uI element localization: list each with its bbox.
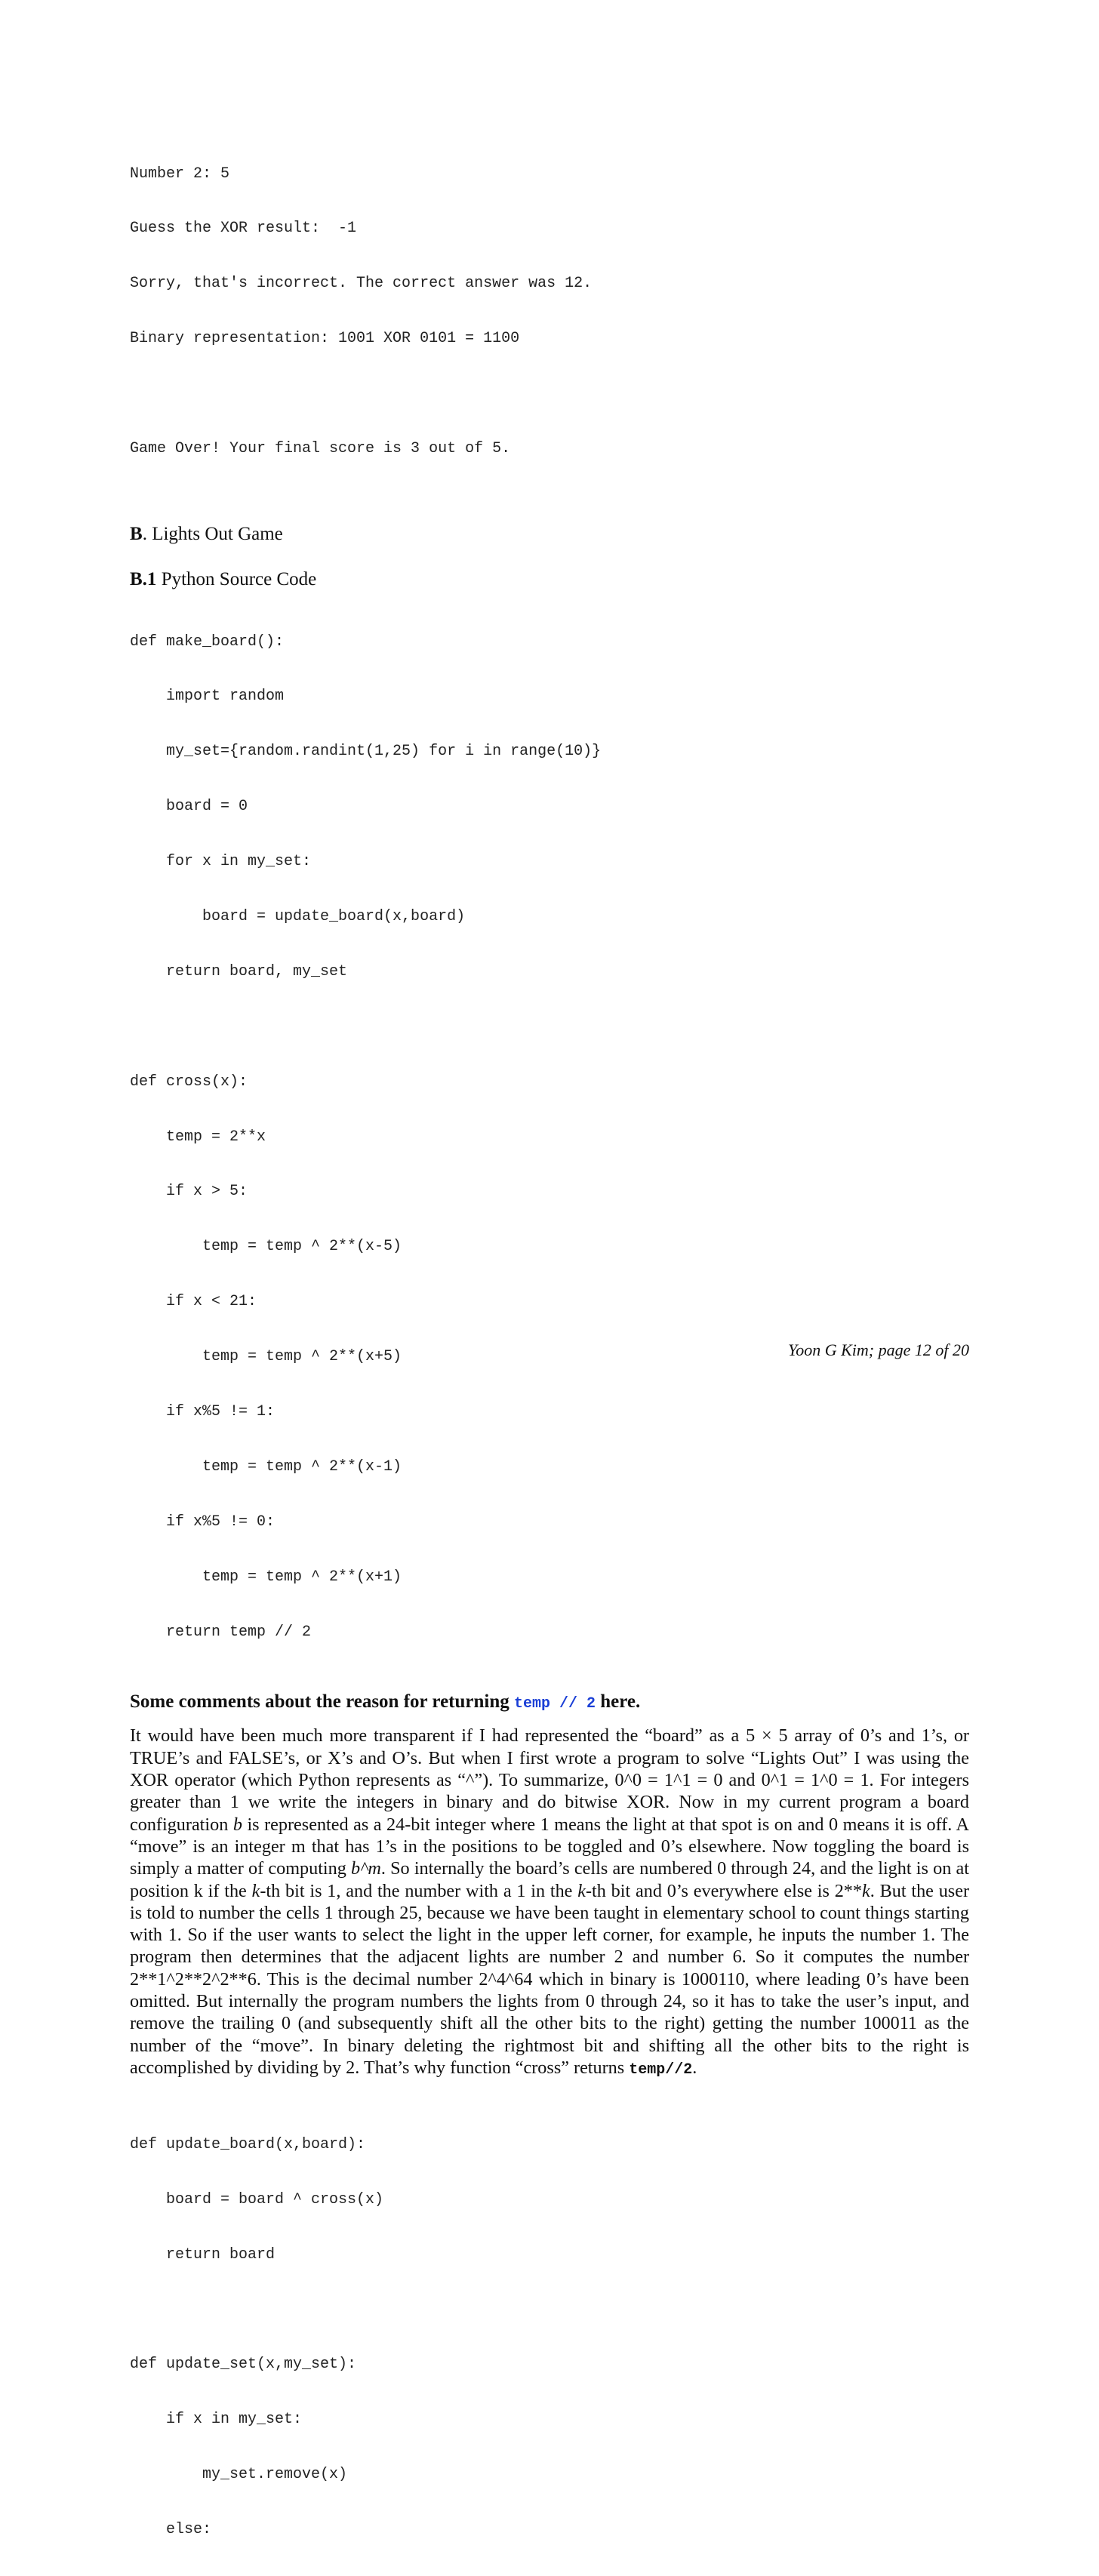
comments-heading-text: Some comments about the reason for returning [130,1691,514,1713]
code-line: Number 2: 5 [130,165,230,183]
paragraph-text: . So internally the board’s cells are numbered 0 through 24, and the light is on at position k if the [130,1858,969,1901]
code-line: def make_board(): [130,632,285,651]
explanation-paragraph [130,1725,969,2081]
code-line [130,2301,969,2319]
code-line: temp = temp ^ 2**(x+5) [130,1348,402,1366]
code-line: def cross(x): [130,1073,248,1091]
paragraph-text: . But the user is told to number the cells 1 through 25, because we have been taught in elementary school to count things starting with 1. So if the user wants to select the light in the upper left corner, for example, he inputs the number 1. The program then determines that the adjacent lights are number 2 and number 6. So it computes the number 2**1^2**2^2**6. This is the decimal number 2^4^64 which in binary is 1000110, where leading 0’s have been omitted. But internally the program numbers the lights from 0 through 24, so it has to take the user’s input, and remove the trailing 0 (and subsequently shift all the other bits to the right) getting the number 100011 as the number of the “move”. In binary deleting the rightmost bit and shifting all the other bits to the right is accomplished by dividing by 2. That’s why function “cross” returns [130,1880,970,2078]
section-number: B.1 [130,568,157,589]
math-variable: k [862,1880,870,1901]
paragraph-text: . [692,2057,697,2078]
code-line [130,1018,969,1036]
code-line: my_set={random.randint(1,25) for i in range(10)} [130,743,602,761]
python-source-code-block-2 [130,2099,969,2576]
code-line [130,385,969,403]
code-line: temp = temp ^ 2**(x+1) [130,1568,402,1586]
section-title: . Lights Out Game [142,523,283,544]
code-line: return board [130,2245,276,2264]
section-number: B [130,523,143,544]
python-source-code-block [130,596,969,1679]
math-expression: b^m [351,1858,381,1879]
math-variable: k [577,1880,586,1901]
code-line: board = 0 [130,798,248,816]
section-title: Python Source Code [156,568,317,589]
code-line: if x in my_set: [130,2411,303,2429]
paragraph-text: -th bit and 0’s everywhere else is 2** [585,1880,862,1901]
code-line: temp = temp ^ 2**(x-1) [130,1457,402,1476]
code-line: if x > 5: [130,1183,248,1201]
code-line: import random [130,688,285,706]
code-line: board = update_board(x,board) [130,907,466,925]
math-variable: k [251,1880,260,1901]
code-line: else: [130,2521,212,2539]
code-line: Binary representation: 1001 XOR 0101 = 1100 [130,330,520,348]
paragraph-text: -th bit is 1, and the number with a 1 in the [260,1880,578,1901]
code-line: if x < 21: [130,1293,257,1311]
code-line: return board, my_set [130,962,348,980]
inline-code: temp // 2 [514,1695,596,1713]
code-line: my_set.remove(x) [130,2466,348,2484]
code-line: for x in my_set: [130,853,312,871]
section-heading-b1 [130,569,969,590]
code-line: def update_set(x,my_set): [130,2356,357,2374]
code-line: return temp // 2 [130,1623,312,1641]
inline-code: temp//2 [629,2060,693,2079]
code-line: if x%5 != 0: [130,1513,276,1531]
program-output-block [130,128,969,495]
code-line: def update_board(x,board): [130,2135,366,2153]
code-line: temp = 2**x [130,1128,266,1146]
math-variable: b [232,1814,242,1835]
code-line: Guess the XOR result: -1 [130,220,357,238]
code-line: Game Over! Your final score is 3 out of 5. [130,440,511,458]
paragraph-text: It would have been much more transparent if I had represented the “board” as a 5 × 5 array of 0’s and 1’s, or TRUE’s and FALSE’s, or X’s and O’s. But when I first wrote a program to solve “Lights Out” I was using the XOR operator (which Python represents as “^”). To summarize, 0^0 = 1^1 = 0 and 0^1 = 1^0 = 1. For integers greater than 1 we write the integers in binary and do bitwise XOR. Now in my current program a board configuration [130,1725,969,1835]
code-line: Sorry, that's incorrect. The correct answer was 12. [130,275,593,293]
section-heading-b [130,524,969,545]
paragraph-text: is represented as a 24-bit integer where 1 means the light at that spot is on and 0 means it is off. A “move” is an integer m that has 1’s in the positions to be toggled and 0’s elsewhere. Now toggling the board is simply a matter of computing [130,1814,969,1879]
comments-heading-text: here. [596,1691,641,1713]
page-footer: Yoon G Kim; page 12 of 20 [788,1340,969,1359]
code-line: temp = temp ^ 2**(x-5) [130,1238,402,1256]
comments-heading [130,1691,969,1713]
code-line: if x%5 != 1: [130,1403,276,1420]
code-line: board = board ^ cross(x) [130,2190,384,2208]
